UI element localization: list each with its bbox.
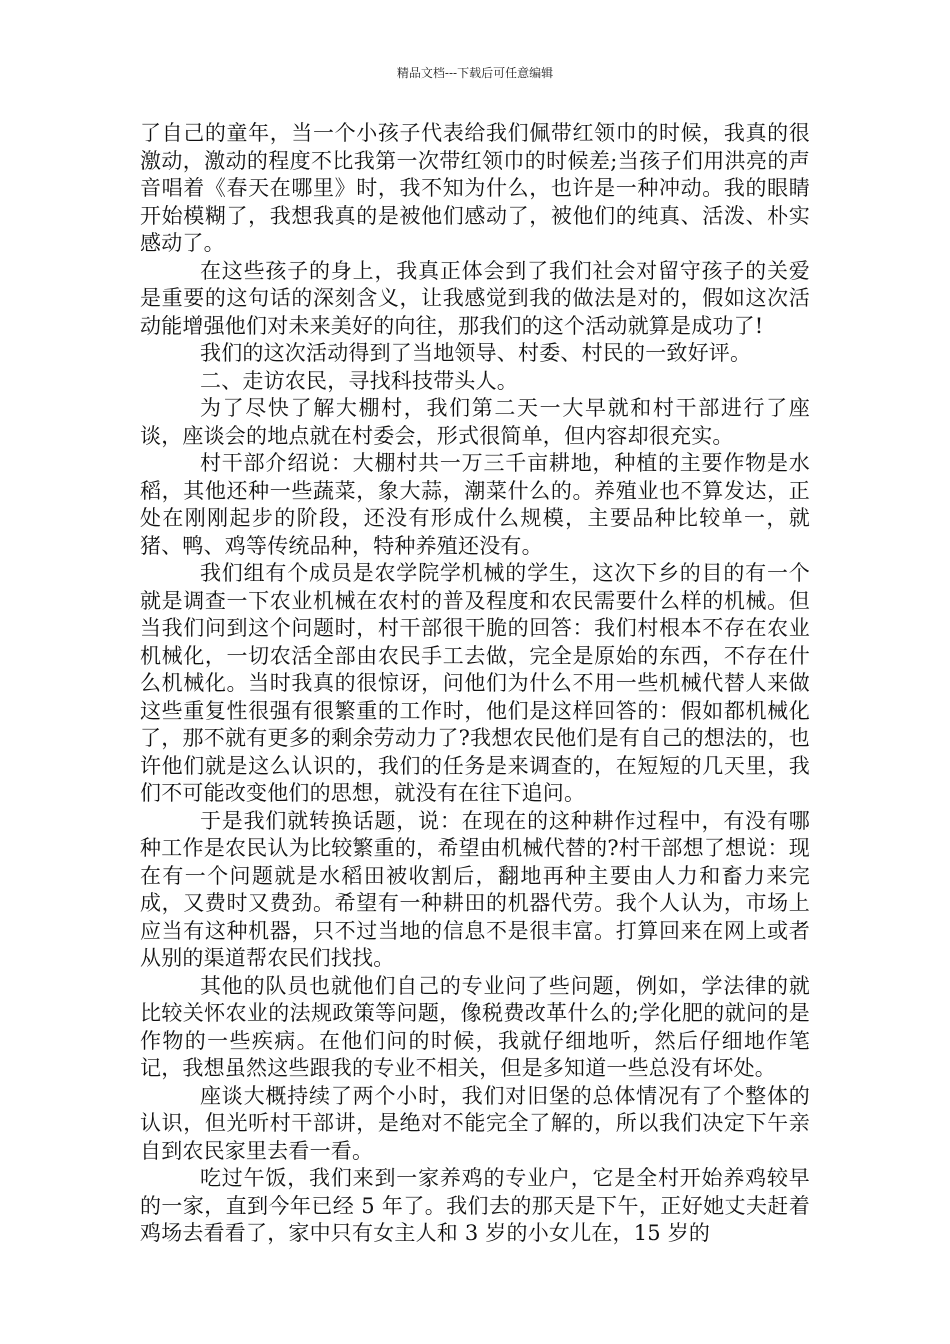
paragraph: 其他的队员也就他们自己的专业问了些问题，例如，学法律的就比较关怀农业的法规政策等问题，像税费改革什么的;学化肥的就问的是作物的一些疾病。在他们问的时候，我就仔细地听，然后仔细地作笔记，我想虽然这些跟我的专业不相关，但是多知道一些总没有坏处。	[140, 973, 810, 1080]
paragraph: 座谈大概持续了两个小时，我们对旧堡的总体情况有了个整体的认识，但光听村干部讲，是绝对不能完全了解的，所以我们决定下午亲自到农民家里去看一看。	[140, 1083, 810, 1163]
document-body	[140, 120, 810, 1248]
paragraph: 为了尽快了解大棚村，我们第二天一大早就和村干部进行了座谈，座谈会的地点就在村委会，形式很简单，但内容却很充实。	[140, 396, 810, 448]
paragraph: 我们的这次活动得到了当地领导、村委、村民的一致好评。	[200, 341, 752, 365]
section-heading: 二、走访农民，寻找科技带头人。	[200, 368, 518, 393]
paragraph: 我们组有个成员是农学院学机械的学生，这次下乡的目的有一个就是调查一下农业机械在农村的普及程度和农民需要什么样的机械。但当我们问到这个问题时，村干部很干脆的回答：我们村根本不存在农业机械化，一切农活全部由农民手工去做，完全是原始的东西，不存在什么机械化。当时我真的很惊讶，问他们为什么不用一些机械代替人来做这些重复性很强有很繁重的工作时，他们是这样回答的：假如都机械化了，那不就有更多的剩余劳动力了?我想农民他们是有自己的想法的，也许他们就是这么认识的，我们的任务是来调查的，在短短的几天里，我们不可能改变他们的思想，就没有在往下追问。	[140, 561, 810, 805]
paragraph: 村干部介绍说：大棚村共一万三千亩耕地，种植的主要作物是水稻，其他还种一些蔬菜，象大蒜，潮菜什么的。养殖业也不算发达，正处在刚刚起步的阶段，还没有形成什么规模，主要品种比较单一，就猪、鸭、鸡等传统品种，特种养殖还没有。	[140, 451, 810, 558]
paragraph: 吃过午饭，我们来到一家养鸡的专业户，它是全村开始养鸡较早的一家，直到今年已经 5 年了。我们去的那天是下午，正好她丈夫赶着鸡场去看看了，家中只有女主人和 3 岁的小女儿在，15 岁的	[140, 1166, 810, 1245]
page-header: 精品文档---下载后可任意编辑	[396, 66, 554, 80]
paragraph: 了自己的童年，当一个小孩子代表给我们佩带红领巾的时候，我真的很激动，激动的程度不比我第一次带红领巾的时候差;当孩子们用洪亮的声音唱着《春天在哪里》时，我不知为什么，也许是一种冲动。我的眼睛开始模糊了，我想我真的是被他们感动了，被他们的纯真、活泼、朴实感动了。	[140, 121, 810, 255]
paragraph: 在这些孩子的身上，我真正体会到了我们社会对留守孩子的关爱是重要的这句话的深刻含义，让我感觉到我的做法是对的，假如这次活动能增强他们对未来美好的向往，那我们的这个活动就算是成功了!	[140, 258, 810, 338]
paragraph: 于是我们就转换话题，说：在现在的这种耕作过程中，有没有哪种工作是农民认为比较繁重的，希望由机械代替的?村干部想了想说：现在有一个问题就是水稻田被收割后，翻地再种主要由人力和畜力来完成，又费时又费劲。希望有一种耕田的机器代劳。我个人认为，市场上应当有这种机器，只不过当地的信息不是很丰富。打算回来在网上或者从别的渠道帮农民们找找。	[140, 808, 810, 970]
